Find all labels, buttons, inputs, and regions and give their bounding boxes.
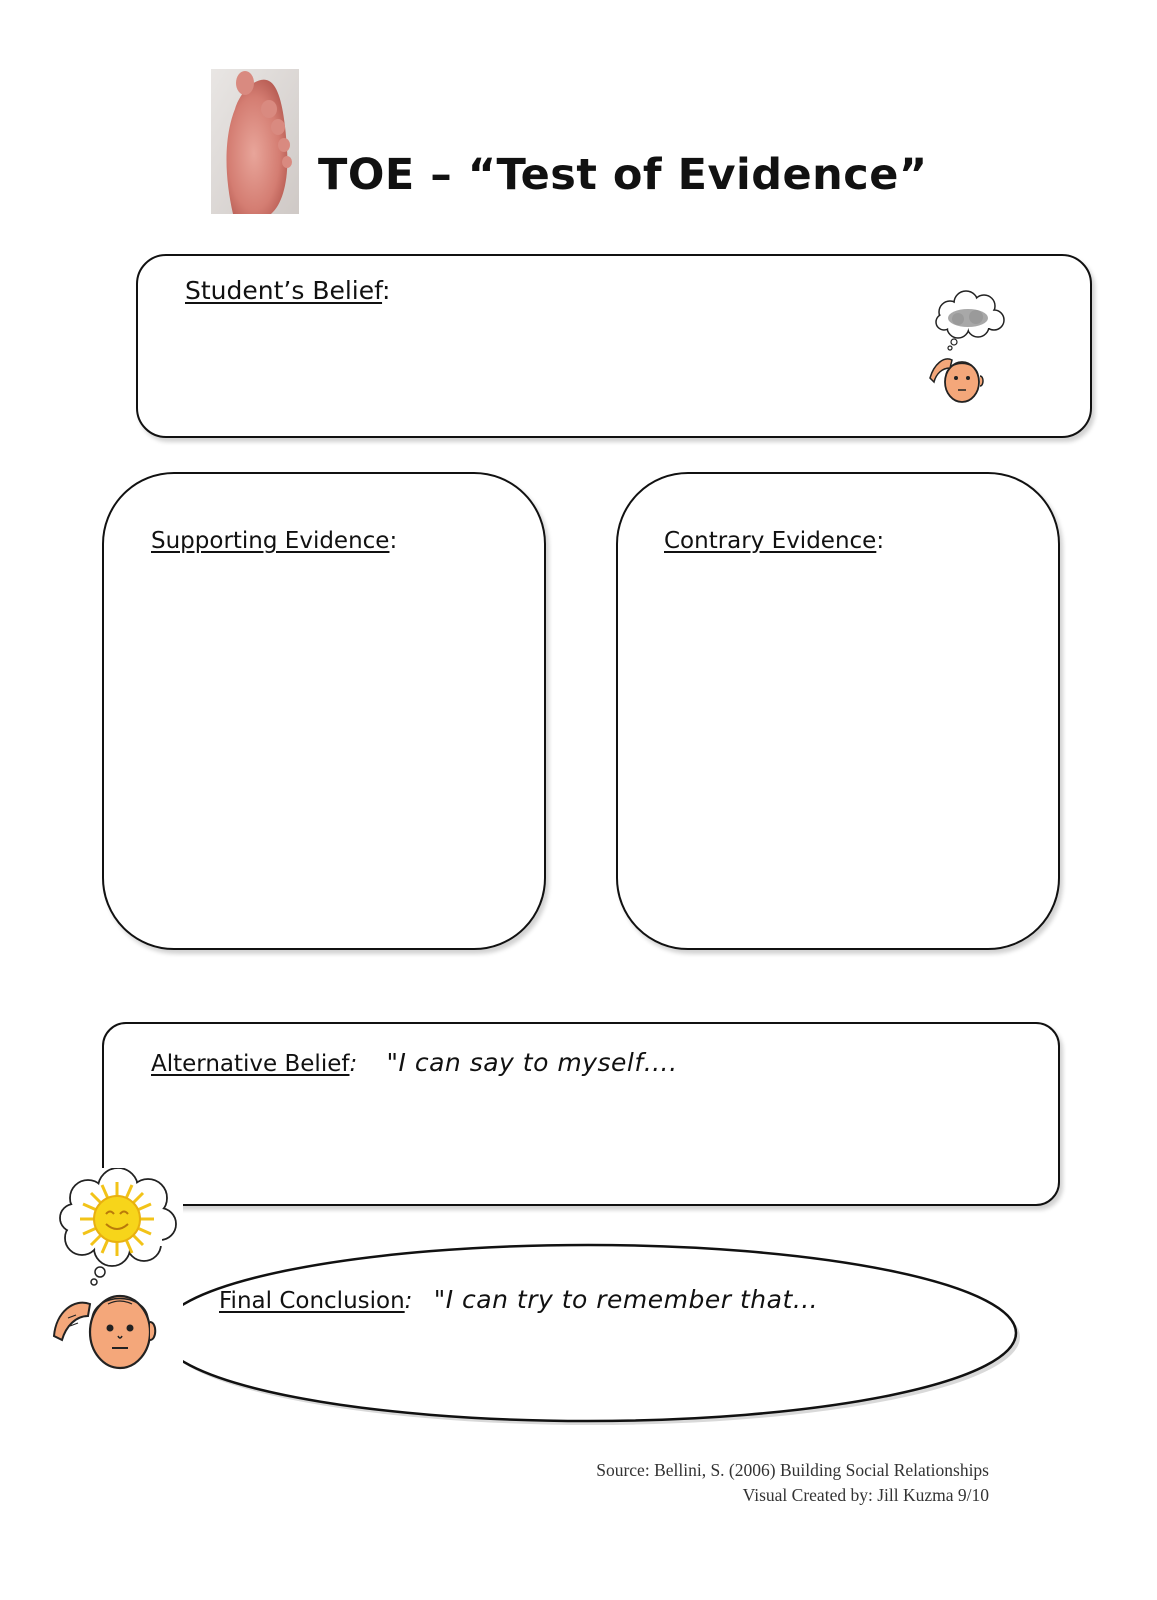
final-conclusion-label-text: Final Conclusion: [219, 1288, 405, 1314]
final-conclusion-prompt: "I can try to remember that…: [433, 1285, 819, 1314]
thinking-head-sun-icon: [48, 1168, 183, 1378]
final-conclusion-label: Final Conclusion: "I can try to remember that…: [219, 1285, 819, 1314]
page-title: TOE – “Test of Evidence”: [318, 150, 928, 200]
alternative-belief-label-text: Alternative Belief: [151, 1051, 350, 1077]
thinking-head-storm-icon: [928, 290, 1012, 410]
alternative-belief-label: Alternative Belief: "I can say to myself….: [151, 1048, 678, 1077]
source-line-2: Visual Created by: Jill Kuzma 9/10: [742, 1485, 989, 1505]
source-line-1: Source: Bellini, S. (2006) Building Social Relationships: [596, 1460, 989, 1480]
foot-photo: [211, 69, 299, 214]
final-conclusion-ellipse[interactable]: [150, 1240, 1030, 1430]
student-belief-label: Student’s Belief:: [185, 276, 391, 305]
supporting-evidence-label-text: Supporting Evidence: [151, 528, 390, 554]
contrary-evidence-label-text: Contrary Evidence: [664, 528, 877, 554]
supporting-evidence-label: Supporting Evidence:: [151, 528, 398, 554]
contrary-evidence-label: Contrary Evidence:: [664, 528, 885, 554]
source-citation: [596, 1458, 989, 1508]
student-belief-label-text: Student’s Belief: [185, 276, 383, 305]
alternative-belief-prompt: "I can say to myself….: [386, 1048, 678, 1077]
